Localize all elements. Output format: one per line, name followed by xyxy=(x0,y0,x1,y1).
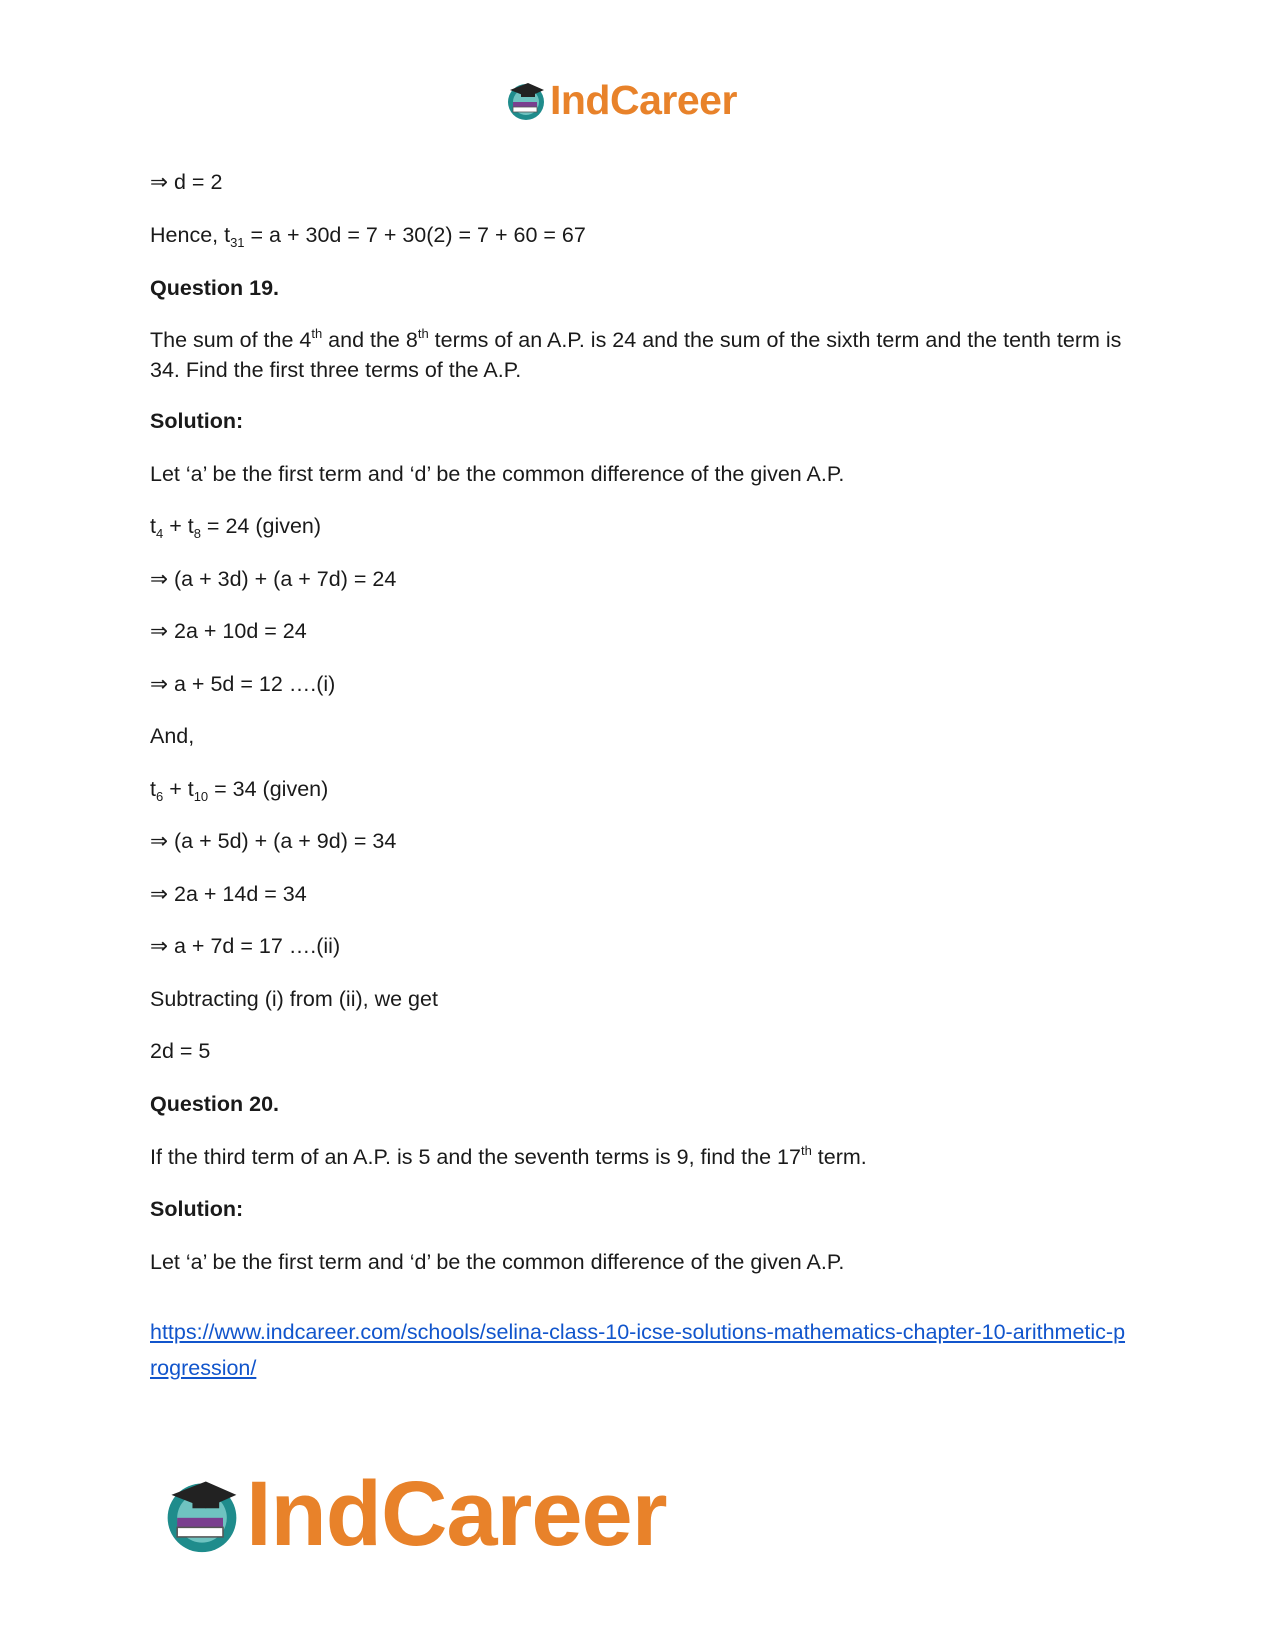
footer-logo xyxy=(160,1463,667,1565)
footer-url-link[interactable]: https://www.indcareer.com/schools/selina-class-10-icse-solutions-mathematics-chapter-10-arithmetic-progression/ xyxy=(150,1320,1126,1380)
eq5-sub2: 10 xyxy=(193,789,209,804)
question-20-heading: Question 20. xyxy=(150,1092,280,1116)
eq1-post: = 24 (given) xyxy=(200,514,322,538)
equation-8: ⇒ a + 7d = 17 ….(ii) xyxy=(150,934,341,958)
logo-globe-icon xyxy=(504,78,548,122)
solution-20-heading: Solution: xyxy=(150,1197,244,1221)
equation-t6-t10 xyxy=(150,774,328,804)
eq1-mid: + t xyxy=(163,514,194,538)
eq5-mid: + t xyxy=(163,777,194,801)
logo-globe-icon-large xyxy=(160,1472,244,1556)
eq5-t: t xyxy=(150,777,156,801)
equation-3: ⇒ 2a + 10d = 24 xyxy=(150,619,307,643)
eq1-sub2: 8 xyxy=(193,526,201,541)
t31-post: = a + 30d = 7 + 30(2) = 7 + 60 = 67 xyxy=(244,223,586,247)
equation-2: ⇒ (a + 3d) + (a + 7d) = 24 xyxy=(150,567,397,591)
eq1-t: t xyxy=(150,514,156,538)
question-20-text xyxy=(150,1142,867,1172)
equation-t4-t8 xyxy=(150,511,321,541)
equation-9: 2d = 5 xyxy=(150,1039,211,1063)
q19-p3: terms of an A.P. is 24 and the sum of the sixth term and the tenth term is 34. Find the first three terms of the A.P. xyxy=(150,328,1122,382)
equation-4: ⇒ a + 5d = 12 ….(i) xyxy=(150,672,336,696)
equation-6: ⇒ (a + 5d) + (a + 9d) = 34 xyxy=(150,829,397,853)
q20-pre: If the third term of an A.P. is 5 and the seventh terms is 9, find the 17 xyxy=(150,1145,801,1169)
q20-sup: th xyxy=(800,1143,812,1158)
line-d-equals: ⇒ d = 2 xyxy=(150,170,223,194)
t31-sub: 31 xyxy=(230,235,245,250)
solution-19-heading: Solution: xyxy=(150,409,244,433)
solution-20-let: Let ‘a’ be the first term and ‘d’ be the common difference of the given A.P. xyxy=(150,1250,845,1274)
footer-logo-text: IndCareer xyxy=(246,1463,667,1565)
q20-post: term. xyxy=(811,1145,867,1169)
and-text: And, xyxy=(150,724,195,748)
q19-sup1: th xyxy=(311,326,323,341)
q19-sup2: th xyxy=(417,326,429,341)
t31-pre: Hence, t xyxy=(150,223,231,247)
question-19-heading: Question 19. xyxy=(150,276,280,300)
q19-p1: The sum of the 4 xyxy=(150,328,312,352)
logo-text: IndCareer xyxy=(550,76,737,123)
eq5-sub1: 6 xyxy=(155,789,164,804)
eq1-sub1: 4 xyxy=(155,526,164,541)
subtracting-text: Subtracting (i) from (ii), we get xyxy=(150,987,438,1011)
solution-19-let: Let ‘a’ be the first term and ‘d’ be the common difference of the given A.P. xyxy=(150,462,845,486)
equation-7: ⇒ 2a + 14d = 34 xyxy=(150,882,307,906)
eq5-post: = 34 (given) xyxy=(208,777,329,801)
question-19-text xyxy=(150,325,1130,385)
line-hence-t31 xyxy=(150,220,586,250)
q19-p2: and the 8 xyxy=(322,328,418,352)
header-logo xyxy=(504,78,737,122)
